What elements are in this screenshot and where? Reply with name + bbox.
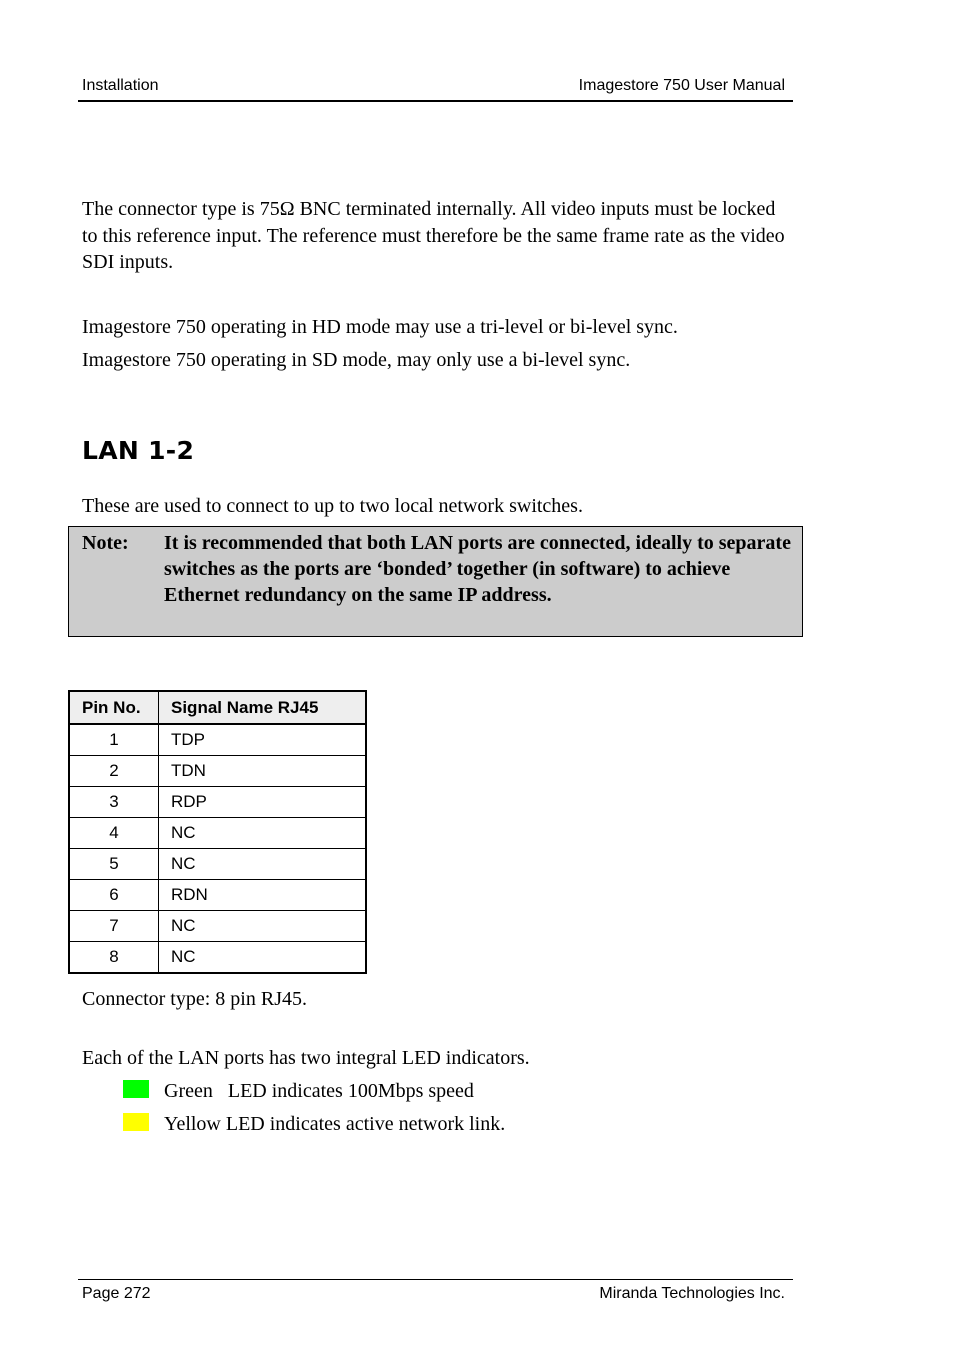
green-led-swatch <box>123 1080 149 1098</box>
table-row <box>69 818 366 849</box>
column-header-pin: Pin No. <box>69 691 159 724</box>
table-row <box>69 849 366 880</box>
pin-number-cell: 8 <box>69 942 159 974</box>
note-text: It is recommended that both LAN ports are connected, ideally to separate switches as the ports are ‘bonded’ together (in software) to achieve Ethernet redundancy on the same IP address. <box>164 532 791 606</box>
signal-name-cell: TDN <box>159 756 367 787</box>
led-yellow-text: Yellow LED indicates active network link. <box>164 1113 506 1135</box>
signal-name-cell: RDN <box>159 880 367 911</box>
table-row <box>69 787 366 818</box>
sd-mode-line: Imagestore 750 operating in SD mode, may only use a bi-level sync. <box>82 349 631 371</box>
pin-number-cell: 1 <box>69 724 159 756</box>
table-row <box>69 880 366 911</box>
pin-number-cell: 3 <box>69 787 159 818</box>
header-section: Installation <box>82 77 159 94</box>
signal-name-cell: TDP <box>159 724 367 756</box>
pin-table <box>68 690 367 974</box>
table-row <box>69 911 366 942</box>
column-header-signal: Signal Name RJ45 <box>159 691 367 724</box>
page-header <box>78 76 793 102</box>
pin-number-cell: 4 <box>69 818 159 849</box>
table-row <box>69 724 366 756</box>
page-number: Page 272 <box>82 1285 151 1302</box>
table-header-row <box>69 691 366 724</box>
intro-paragraph: The connector type is 75Ω BNC terminated internally. All video inputs must be locked to this reference input. The reference must therefore be the same frame rate as the video SDI inputs. <box>82 198 785 273</box>
pin-number-cell: 7 <box>69 911 159 942</box>
header-manual-title: Imagestore 750 User Manual <box>578 77 785 94</box>
connector-type: Connector type: 8 pin RJ45. <box>82 988 307 1010</box>
yellow-led-swatch <box>123 1113 149 1131</box>
pin-number-cell: 5 <box>69 849 159 880</box>
note-label: Note: <box>82 532 129 554</box>
note-box <box>68 526 803 637</box>
led-intro: Each of the LAN ports has two integral LED indicators. <box>82 1047 530 1069</box>
table-row <box>69 756 366 787</box>
pin-number-cell: 6 <box>69 880 159 911</box>
signal-name-cell: NC <box>159 818 367 849</box>
lan-description: These are used to connect to up to two local network switches. <box>82 495 583 517</box>
signal-name-cell: NC <box>159 911 367 942</box>
signal-name-cell: NC <box>159 942 367 974</box>
section-heading: LAN 1-2 <box>82 436 195 465</box>
pin-number-cell: 2 <box>69 756 159 787</box>
signal-name-cell: NC <box>159 849 367 880</box>
signal-name-cell: RDP <box>159 787 367 818</box>
table-row <box>69 942 366 974</box>
hd-mode-line: Imagestore 750 operating in HD mode may use a tri-level or bi-level sync. <box>82 316 678 338</box>
led-green-text: Green LED indicates 100Mbps speed <box>164 1080 474 1102</box>
page-footer <box>78 1279 793 1302</box>
company-name: Miranda Technologies Inc. <box>599 1285 785 1302</box>
